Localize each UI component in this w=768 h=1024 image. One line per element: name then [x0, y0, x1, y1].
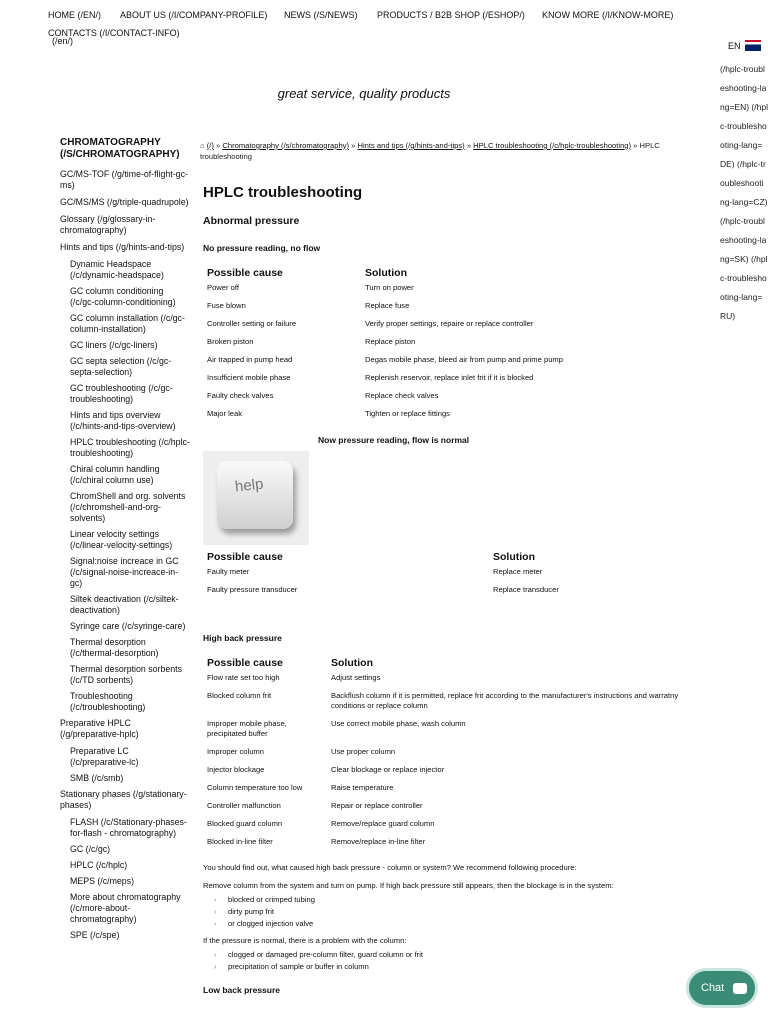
sidebar-item[interactable]: GC septa selection (/c/gc-septa-selection) — [70, 356, 172, 377]
column-header: Possible cause — [207, 551, 283, 563]
home-link[interactable]: (/en/) — [52, 36, 74, 46]
list-item: › precipitation of sample or buffer in column — [214, 962, 700, 971]
table-row — [203, 719, 700, 747]
cause-cell: Faulty pressure transducer — [207, 585, 298, 594]
cause-solution-table — [203, 267, 563, 427]
cause-cell: Flow rate set too high — [207, 673, 280, 682]
list-item: › clogged or damaged pre-column filter, guard column or frit — [214, 950, 700, 959]
cause-cell: Blocked in-line filter — [207, 837, 273, 846]
cause-cell: Blocked column frit — [207, 691, 272, 700]
nav-home[interactable]: HOME (/EN/) — [48, 10, 101, 20]
solution-cell: Replace piston — [365, 337, 416, 346]
column-header: Possible cause — [207, 657, 283, 669]
solution-cell: Remove/replace in-line filter — [331, 837, 426, 846]
solution-cell: Replace check valves — [365, 391, 439, 400]
subsection-heading: High back pressure — [203, 633, 282, 643]
subsection-heading: No pressure reading, no flow — [203, 243, 321, 253]
table-row — [203, 567, 559, 585]
sidebar-item[interactable]: MEPS (/c/meps) — [70, 876, 135, 886]
sidebar-item[interactable]: SMB (/c/smb) — [70, 773, 124, 783]
table-row — [203, 691, 700, 719]
cause-cell: Faulty check valves — [207, 391, 274, 400]
language-code: EN — [728, 40, 741, 51]
sidebar-item[interactable]: Troubleshooting (/c/troubleshooting) — [70, 691, 146, 712]
sidebar-item[interactable]: Thermal desorption (/c/thermal-desorption) — [70, 637, 159, 658]
cause-cell: Controller malfunction — [207, 801, 281, 810]
cause-cell: Blocked guard column — [207, 819, 283, 828]
breadcrumb-separator: » — [466, 141, 472, 150]
cause-cell: Fuse blown — [207, 301, 246, 310]
sidebar-item[interactable]: GC column installation (/c/gc-column-installation) — [70, 313, 185, 334]
solution-cell: Replace fuse — [365, 301, 410, 310]
chat-label: Chat — [701, 982, 725, 994]
table-row — [203, 783, 700, 801]
sidebar-category[interactable]: Stationary phases (/g/stationary-phases) — [60, 789, 187, 810]
tagline: great service, quality products — [277, 86, 451, 101]
cause-cell: Improper mobile phase, precipitated buffer — [207, 719, 287, 738]
solution-cell: Replenish reservoir, replace inlet frit if it is blocked — [365, 373, 534, 382]
cause-cell: Broken piston — [207, 337, 254, 346]
sidebar-category[interactable]: Glossary (/g/glossary-in-chromatography) — [60, 214, 156, 235]
help-key-icon — [217, 461, 293, 529]
section-heading: Abnormal pressure — [203, 215, 300, 227]
cause-solution-table — [203, 657, 700, 855]
breadcrumb — [200, 140, 700, 162]
sidebar-item[interactable]: Syringe care (/c/syringe-care) — [70, 621, 186, 631]
sidebar — [60, 137, 190, 946]
sidebar-category[interactable]: Preparative HPLC (/g/preparative-hplc) — [60, 718, 139, 739]
cause-solution-table — [203, 551, 559, 603]
table-row — [203, 355, 563, 373]
breadcrumb-separator: » — [351, 141, 356, 150]
chat-button[interactable] — [686, 968, 758, 1008]
sidebar-item[interactable]: GC column conditioning (/c/gc-column-conditioning) — [70, 286, 176, 307]
sidebar-item[interactable]: HPLC troubleshooting (/c/hplc-troubleshooting) — [70, 437, 190, 458]
nav-know-more[interactable]: KNOW MORE (/I/KNOW-MORE) — [542, 10, 674, 20]
sidebar-item[interactable]: Chiral column handling (/c/chiral column use) — [70, 464, 160, 485]
table-row — [203, 585, 559, 603]
sidebar-category[interactable]: GC/MS-TOF (/g/time-of-flight-gc-ms) — [60, 169, 188, 190]
nav-contacts[interactable]: CONTACTS (/I/CONTACT-INFO) — [48, 28, 180, 38]
sidebar-item[interactable]: GC troubleshooting (/c/gc-troubleshooting) — [70, 383, 173, 404]
cause-cell: Controller setting or failure — [207, 319, 297, 328]
list-item: › dirty pump frit — [214, 907, 700, 916]
uk-flag-icon — [745, 40, 761, 51]
solution-cell: Use proper column — [331, 747, 396, 756]
cause-cell: Injector blockage — [207, 765, 265, 774]
sidebar-category[interactable]: Hints and tips (/g/hints-and-tips) — [60, 242, 185, 252]
solution-cell: Replace transducer — [493, 585, 559, 594]
nav-news[interactable]: NEWS (/S/NEWS) — [284, 10, 358, 20]
breadcrumb-separator: » — [633, 141, 638, 150]
table-row — [203, 837, 700, 855]
table-row — [203, 319, 563, 337]
table-row — [203, 747, 700, 765]
language-links[interactable]: (/hplc-troubleshooting-lang=EN) (/hplc-troubleshooting-lang=DE) (/hplc-troubleshooting-lang=CZ) (/hplc-troubleshooting-lang=SK) (/hplc-troubleshooting-lang=RU) — [720, 64, 768, 321]
solution-cell: Degas mobile phase, bleed air from pump and prime pump — [365, 355, 563, 364]
sidebar-item[interactable]: HPLC (/c/hplc) — [70, 860, 128, 870]
nav-about[interactable]: ABOUT US (/I/COMPANY-PROFILE) — [120, 10, 268, 20]
solution-cell: Replace meter — [493, 567, 543, 576]
solution-cell: Clear blockage or replace injector — [331, 765, 445, 774]
paragraph: You should find out, what caused high back pressure - column or system? We recommend following procedure: — [203, 863, 577, 872]
breadcrumb-chromatography[interactable]: Chromatography (/s/chromatography) — [222, 141, 349, 150]
cause-cell: Faulty meter — [207, 567, 250, 576]
breadcrumb-hplc[interactable]: HPLC troubleshooting (/c/hplc-troubleshooting) — [473, 141, 632, 150]
sidebar-item[interactable]: Signal:noise increace in GC (/c/signal-noise-increace-in-gc) — [70, 556, 179, 588]
list-item: › blocked or crimped tubing — [214, 895, 700, 904]
sidebar-item[interactable]: Preparative LC (/c/preparative-lc) — [70, 746, 139, 767]
column-header: Possible cause — [207, 267, 283, 279]
solution-cell: Tighten or replace fittings — [365, 409, 450, 418]
breadcrumb-home[interactable]: (/) — [206, 141, 214, 150]
nav-products[interactable]: PRODUCTS / B2B SHOP (/ESHOP/) — [377, 10, 525, 20]
cause-cell: Major leak — [207, 409, 243, 418]
sidebar-item[interactable]: GC (/c/gc) — [70, 844, 111, 854]
solution-cell: Remove/replace guard column — [331, 819, 435, 828]
subsection-heading: Now pressure reading, flow is normal — [318, 435, 470, 445]
sidebar-item[interactable]: Siltek deactivation (/c/siltek-deactivation) — [70, 594, 179, 615]
table-row — [203, 409, 563, 427]
table-row — [203, 337, 563, 355]
table-row — [203, 801, 700, 819]
subsection-heading: Low back pressure — [203, 985, 281, 995]
sidebar-item[interactable]: Dynamic Headspace (/c/dynamic-headspace) — [70, 259, 164, 280]
breadcrumb-current: HPLC troubleshooting — [200, 141, 660, 161]
sidebar-item[interactable]: FLASH (/c/Stationary-phases-for-flash - chromatography) — [70, 817, 187, 838]
chat-bubble-icon — [733, 983, 747, 994]
list-item: › or clogged injection valve — [214, 919, 700, 928]
table-row — [203, 373, 563, 391]
solution-cell: Verify proper settings, repaire or replace controller — [365, 319, 534, 328]
paragraph: If the pressure is normal, there is a problem with the column: — [203, 936, 407, 945]
cause-cell: Improper column — [207, 747, 264, 756]
cause-cell: Air trapped in pump head — [207, 355, 293, 364]
table-row — [203, 673, 700, 691]
breadcrumb-hints[interactable]: Hints and tips (/g/hints-and-tips) — [357, 141, 465, 150]
sidebar-item[interactable]: More about chromatography (/c/more-about-chromatography) — [70, 892, 181, 924]
solution-cell: Adjust settings — [331, 673, 381, 682]
column-header: Solution — [365, 267, 407, 279]
sidebar-item[interactable]: Linear velocity settings (/c/linear-velocity-settings) — [70, 529, 173, 550]
main-content — [200, 140, 700, 995]
system-checklist — [214, 895, 700, 928]
language-switcher[interactable] — [728, 40, 761, 51]
sidebar-item[interactable]: ChromShell and org. solvents (/c/chromshell-and-org-solvents) — [70, 491, 186, 523]
solution-cell: Repair or replace controller — [331, 801, 423, 810]
help-key-image — [203, 451, 309, 545]
help-key-label: help — [234, 475, 265, 496]
table-row — [203, 283, 563, 301]
home-icon[interactable]: ⌂ — [200, 141, 205, 150]
table-row — [203, 765, 700, 783]
breadcrumb-separator: » — [216, 141, 221, 150]
column-checklist — [214, 950, 700, 971]
table-row — [203, 819, 700, 837]
cause-cell: Power off — [207, 283, 239, 292]
sidebar-heading[interactable]: CHROMATOGRAPHY (/S/CHROMATOGRAPHY) — [60, 137, 180, 160]
sidebar-item[interactable]: GC liners (/c/gc-liners) — [70, 340, 158, 350]
column-header: Solution — [493, 551, 535, 563]
column-header: Solution — [331, 657, 373, 669]
table-row — [203, 391, 563, 409]
sidebar-item[interactable]: Thermal desorption sorbents (/c/TD sorbents) — [70, 664, 182, 685]
paragraph: Remove column from the system and turn on pump. If high back pressure still appears, then the blockage is in the system: — [203, 881, 614, 890]
sidebar-item[interactable]: Hints and tips overview (/c/hints-and-tips-overview) — [70, 410, 176, 431]
table-row — [203, 301, 563, 319]
cause-cell: Insufficient mobile phase — [207, 373, 291, 382]
solution-cell: Raise temperature — [331, 783, 394, 792]
solution-cell: Backflush column if it is permitted, replace frit according to the manufacturer's instructions and warratny conditions or replace column — [331, 691, 679, 710]
solution-cell: Turn on power — [365, 283, 414, 292]
sidebar-item[interactable]: SPE (/c/spe) — [70, 930, 120, 940]
cause-cell: Column temperature too low — [207, 783, 303, 792]
solution-cell: Use correct mobile phase, wash column — [331, 719, 466, 728]
page-title: HPLC troubleshooting — [203, 184, 363, 201]
sidebar-category[interactable]: GC/MS/MS (/g/triple-quadrupole) — [60, 197, 189, 207]
